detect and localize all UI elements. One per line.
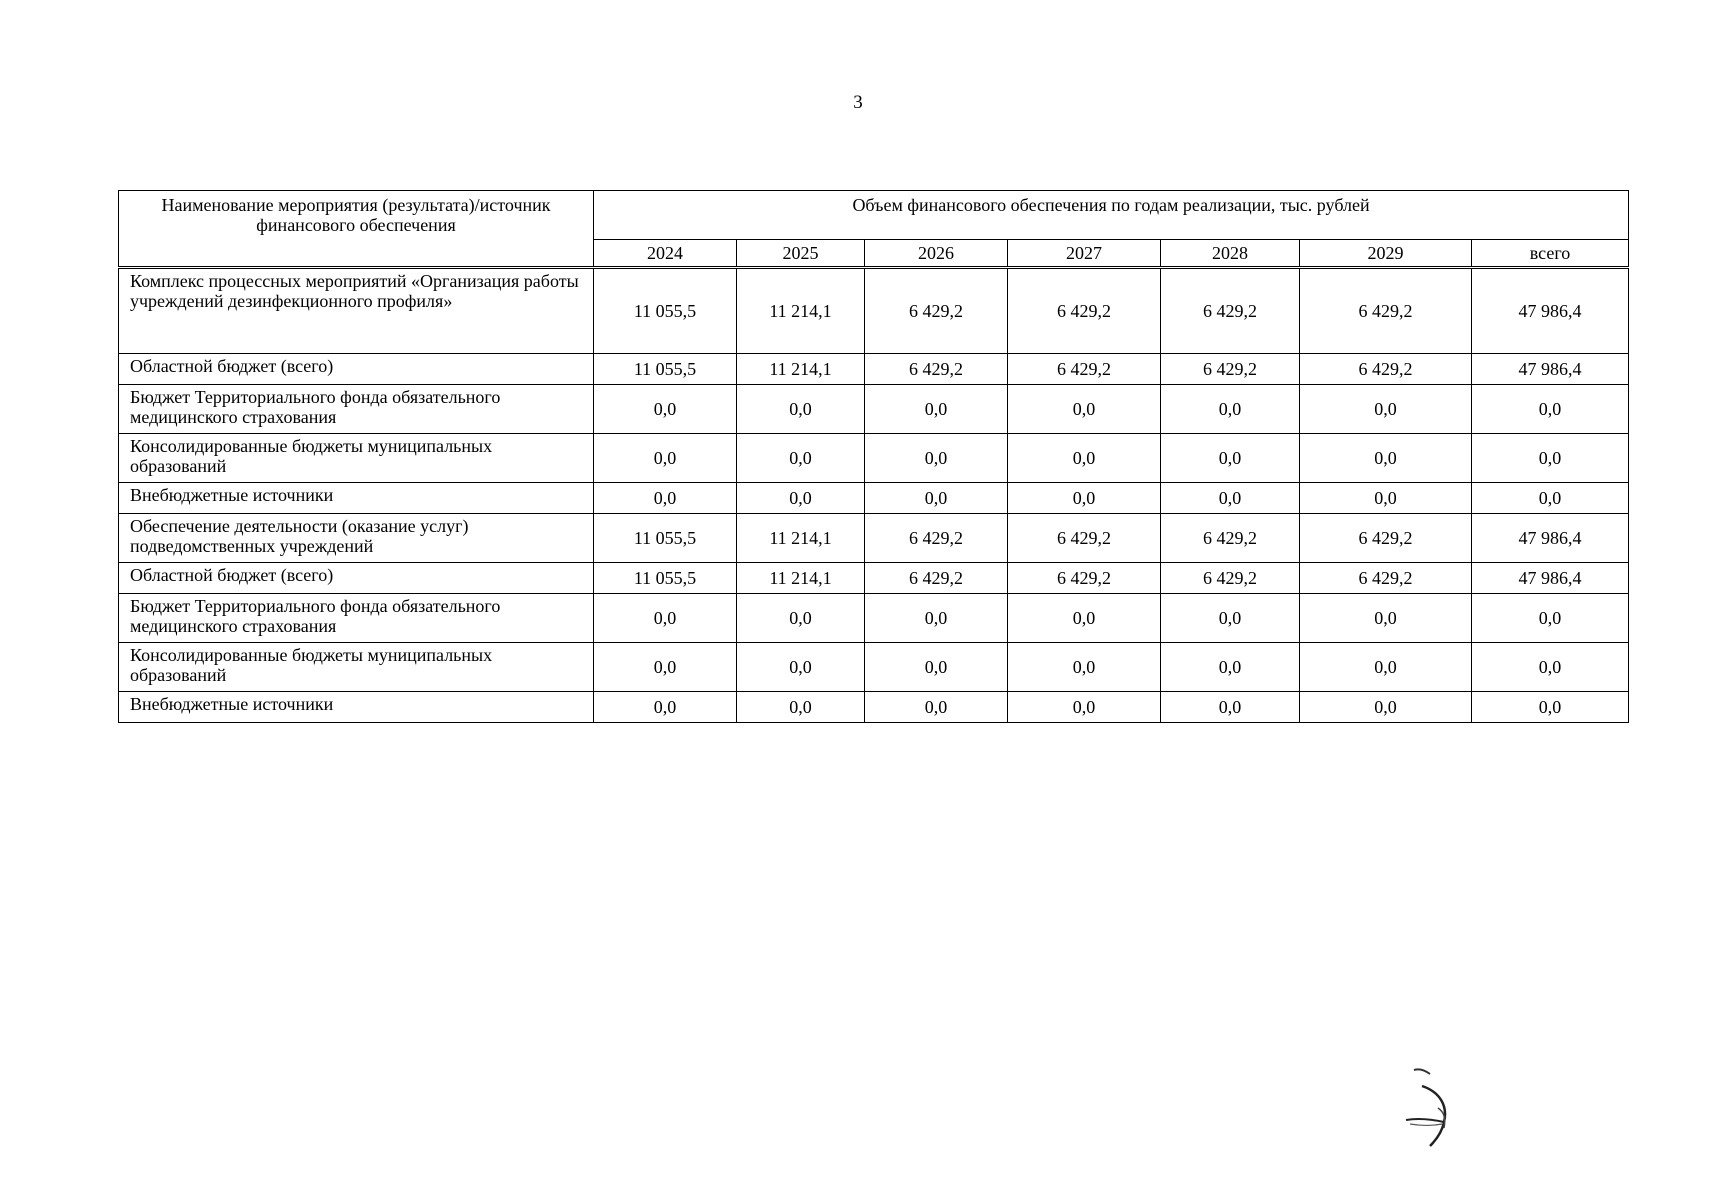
value-cell: 6 429,2 <box>1161 268 1300 354</box>
financing-table <box>118 190 1629 723</box>
total-cell: 0,0 <box>1472 594 1629 643</box>
value-cell: 0,0 <box>865 594 1008 643</box>
row-label: Комплекс процессных мероприятий «Организация работы учреждений дезинфекционного профиля» <box>119 268 594 354</box>
value-cell: 0,0 <box>594 594 737 643</box>
value-cell: 0,0 <box>594 434 737 483</box>
value-cell: 6 429,2 <box>1008 268 1161 354</box>
year-header: 2027 <box>1008 240 1161 268</box>
value-cell: 0,0 <box>1008 594 1161 643</box>
value-cell: 11 214,1 <box>737 268 865 354</box>
year-header: 2024 <box>594 240 737 268</box>
value-cell: 0,0 <box>594 483 737 514</box>
table-row <box>119 268 1629 354</box>
value-cell: 0,0 <box>1008 434 1161 483</box>
value-cell: 0,0 <box>1161 483 1300 514</box>
table-row <box>119 643 1629 692</box>
year-header: 2028 <box>1161 240 1300 268</box>
value-cell: 6 429,2 <box>1008 514 1161 563</box>
value-cell: 0,0 <box>1008 483 1161 514</box>
value-cell: 0,0 <box>594 385 737 434</box>
value-cell: 0,0 <box>737 434 865 483</box>
value-cell: 11 055,5 <box>594 563 737 594</box>
table-row <box>119 385 1629 434</box>
value-cell: 0,0 <box>737 385 865 434</box>
page-number: 3 <box>853 92 863 113</box>
total-cell: 47 986,4 <box>1472 268 1629 354</box>
row-label: Консолидированные бюджеты муниципальных образований <box>119 643 594 692</box>
total-cell: 0,0 <box>1472 692 1629 723</box>
value-cell: 11 214,1 <box>737 514 865 563</box>
year-header: 2025 <box>737 240 865 268</box>
row-label: Внебюджетные источники <box>119 483 594 514</box>
row-label: Бюджет Территориального фонда обязательного медицинского страхования <box>119 385 594 434</box>
table-row <box>119 692 1629 723</box>
value-cell: 6 429,2 <box>865 514 1008 563</box>
value-cell: 0,0 <box>865 385 1008 434</box>
value-cell: 11 214,1 <box>737 354 865 385</box>
row-label: Бюджет Территориального фонда обязательного медицинского страхования <box>119 594 594 643</box>
value-cell: 6 429,2 <box>1161 563 1300 594</box>
total-cell: 47 986,4 <box>1472 354 1629 385</box>
value-cell: 0,0 <box>1300 692 1472 723</box>
value-cell: 0,0 <box>1161 594 1300 643</box>
value-cell: 6 429,2 <box>865 563 1008 594</box>
value-cell: 0,0 <box>594 692 737 723</box>
value-cell: 0,0 <box>1161 385 1300 434</box>
value-cell: 0,0 <box>1300 434 1472 483</box>
value-cell: 6 429,2 <box>1161 514 1300 563</box>
value-cell: 0,0 <box>737 483 865 514</box>
value-cell: 6 429,2 <box>865 268 1008 354</box>
value-cell: 11 055,5 <box>594 514 737 563</box>
table-row <box>119 354 1629 385</box>
value-cell: 0,0 <box>865 483 1008 514</box>
name-column-header: Наименование мероприятия (результата)/источник финансового обеспечения <box>119 191 594 268</box>
value-cell: 0,0 <box>1300 483 1472 514</box>
value-cell: 0,0 <box>737 692 865 723</box>
value-cell: 0,0 <box>1161 692 1300 723</box>
value-cell: 0,0 <box>1008 643 1161 692</box>
row-label: Обеспечение деятельности (оказание услуг) подведомственных учреждений <box>119 514 594 563</box>
value-cell: 6 429,2 <box>1300 354 1472 385</box>
year-header: 2029 <box>1300 240 1472 268</box>
value-cell: 6 429,2 <box>1300 268 1472 354</box>
table-row <box>119 483 1629 514</box>
value-cell: 11 214,1 <box>737 563 865 594</box>
total-cell: 0,0 <box>1472 643 1629 692</box>
value-cell: 0,0 <box>865 643 1008 692</box>
row-label: Внебюджетные источники <box>119 692 594 723</box>
total-cell: 0,0 <box>1472 434 1629 483</box>
value-cell: 6 429,2 <box>1300 514 1472 563</box>
value-cell: 0,0 <box>1300 643 1472 692</box>
value-cell: 0,0 <box>737 643 865 692</box>
value-cell: 6 429,2 <box>1300 563 1472 594</box>
year-header: 2026 <box>865 240 1008 268</box>
value-cell: 0,0 <box>865 692 1008 723</box>
total-cell: 47 986,4 <box>1472 563 1629 594</box>
value-cell: 0,0 <box>865 434 1008 483</box>
table-row <box>119 563 1629 594</box>
row-label: Консолидированные бюджеты муниципальных образований <box>119 434 594 483</box>
row-label: Областной бюджет (всего) <box>119 354 594 385</box>
table-row <box>119 514 1629 563</box>
value-cell: 6 429,2 <box>865 354 1008 385</box>
value-cell: 0,0 <box>1008 385 1161 434</box>
value-cell: 6 429,2 <box>1008 354 1161 385</box>
total-cell: 0,0 <box>1472 385 1629 434</box>
value-cell: 0,0 <box>1300 594 1472 643</box>
value-cell: 0,0 <box>1008 692 1161 723</box>
value-cell: 0,0 <box>1161 643 1300 692</box>
value-cell: 0,0 <box>1300 385 1472 434</box>
total-cell: 0,0 <box>1472 483 1629 514</box>
table-row <box>119 434 1629 483</box>
total-cell: 47 986,4 <box>1472 514 1629 563</box>
financing-volume-header: Объем финансового обеспечения по годам реализации, тыс. рублей <box>594 191 1629 240</box>
value-cell: 11 055,5 <box>594 354 737 385</box>
value-cell: 0,0 <box>737 594 865 643</box>
row-label: Областной бюджет (всего) <box>119 563 594 594</box>
value-cell: 6 429,2 <box>1008 563 1161 594</box>
value-cell: 11 055,5 <box>594 268 737 354</box>
total-header: всего <box>1472 240 1629 268</box>
value-cell: 0,0 <box>1161 434 1300 483</box>
table-row <box>119 594 1629 643</box>
value-cell: 6 429,2 <box>1161 354 1300 385</box>
signature-mark <box>1400 1062 1480 1152</box>
table-header <box>119 191 1629 268</box>
value-cell: 0,0 <box>594 643 737 692</box>
table-body <box>119 268 1629 723</box>
